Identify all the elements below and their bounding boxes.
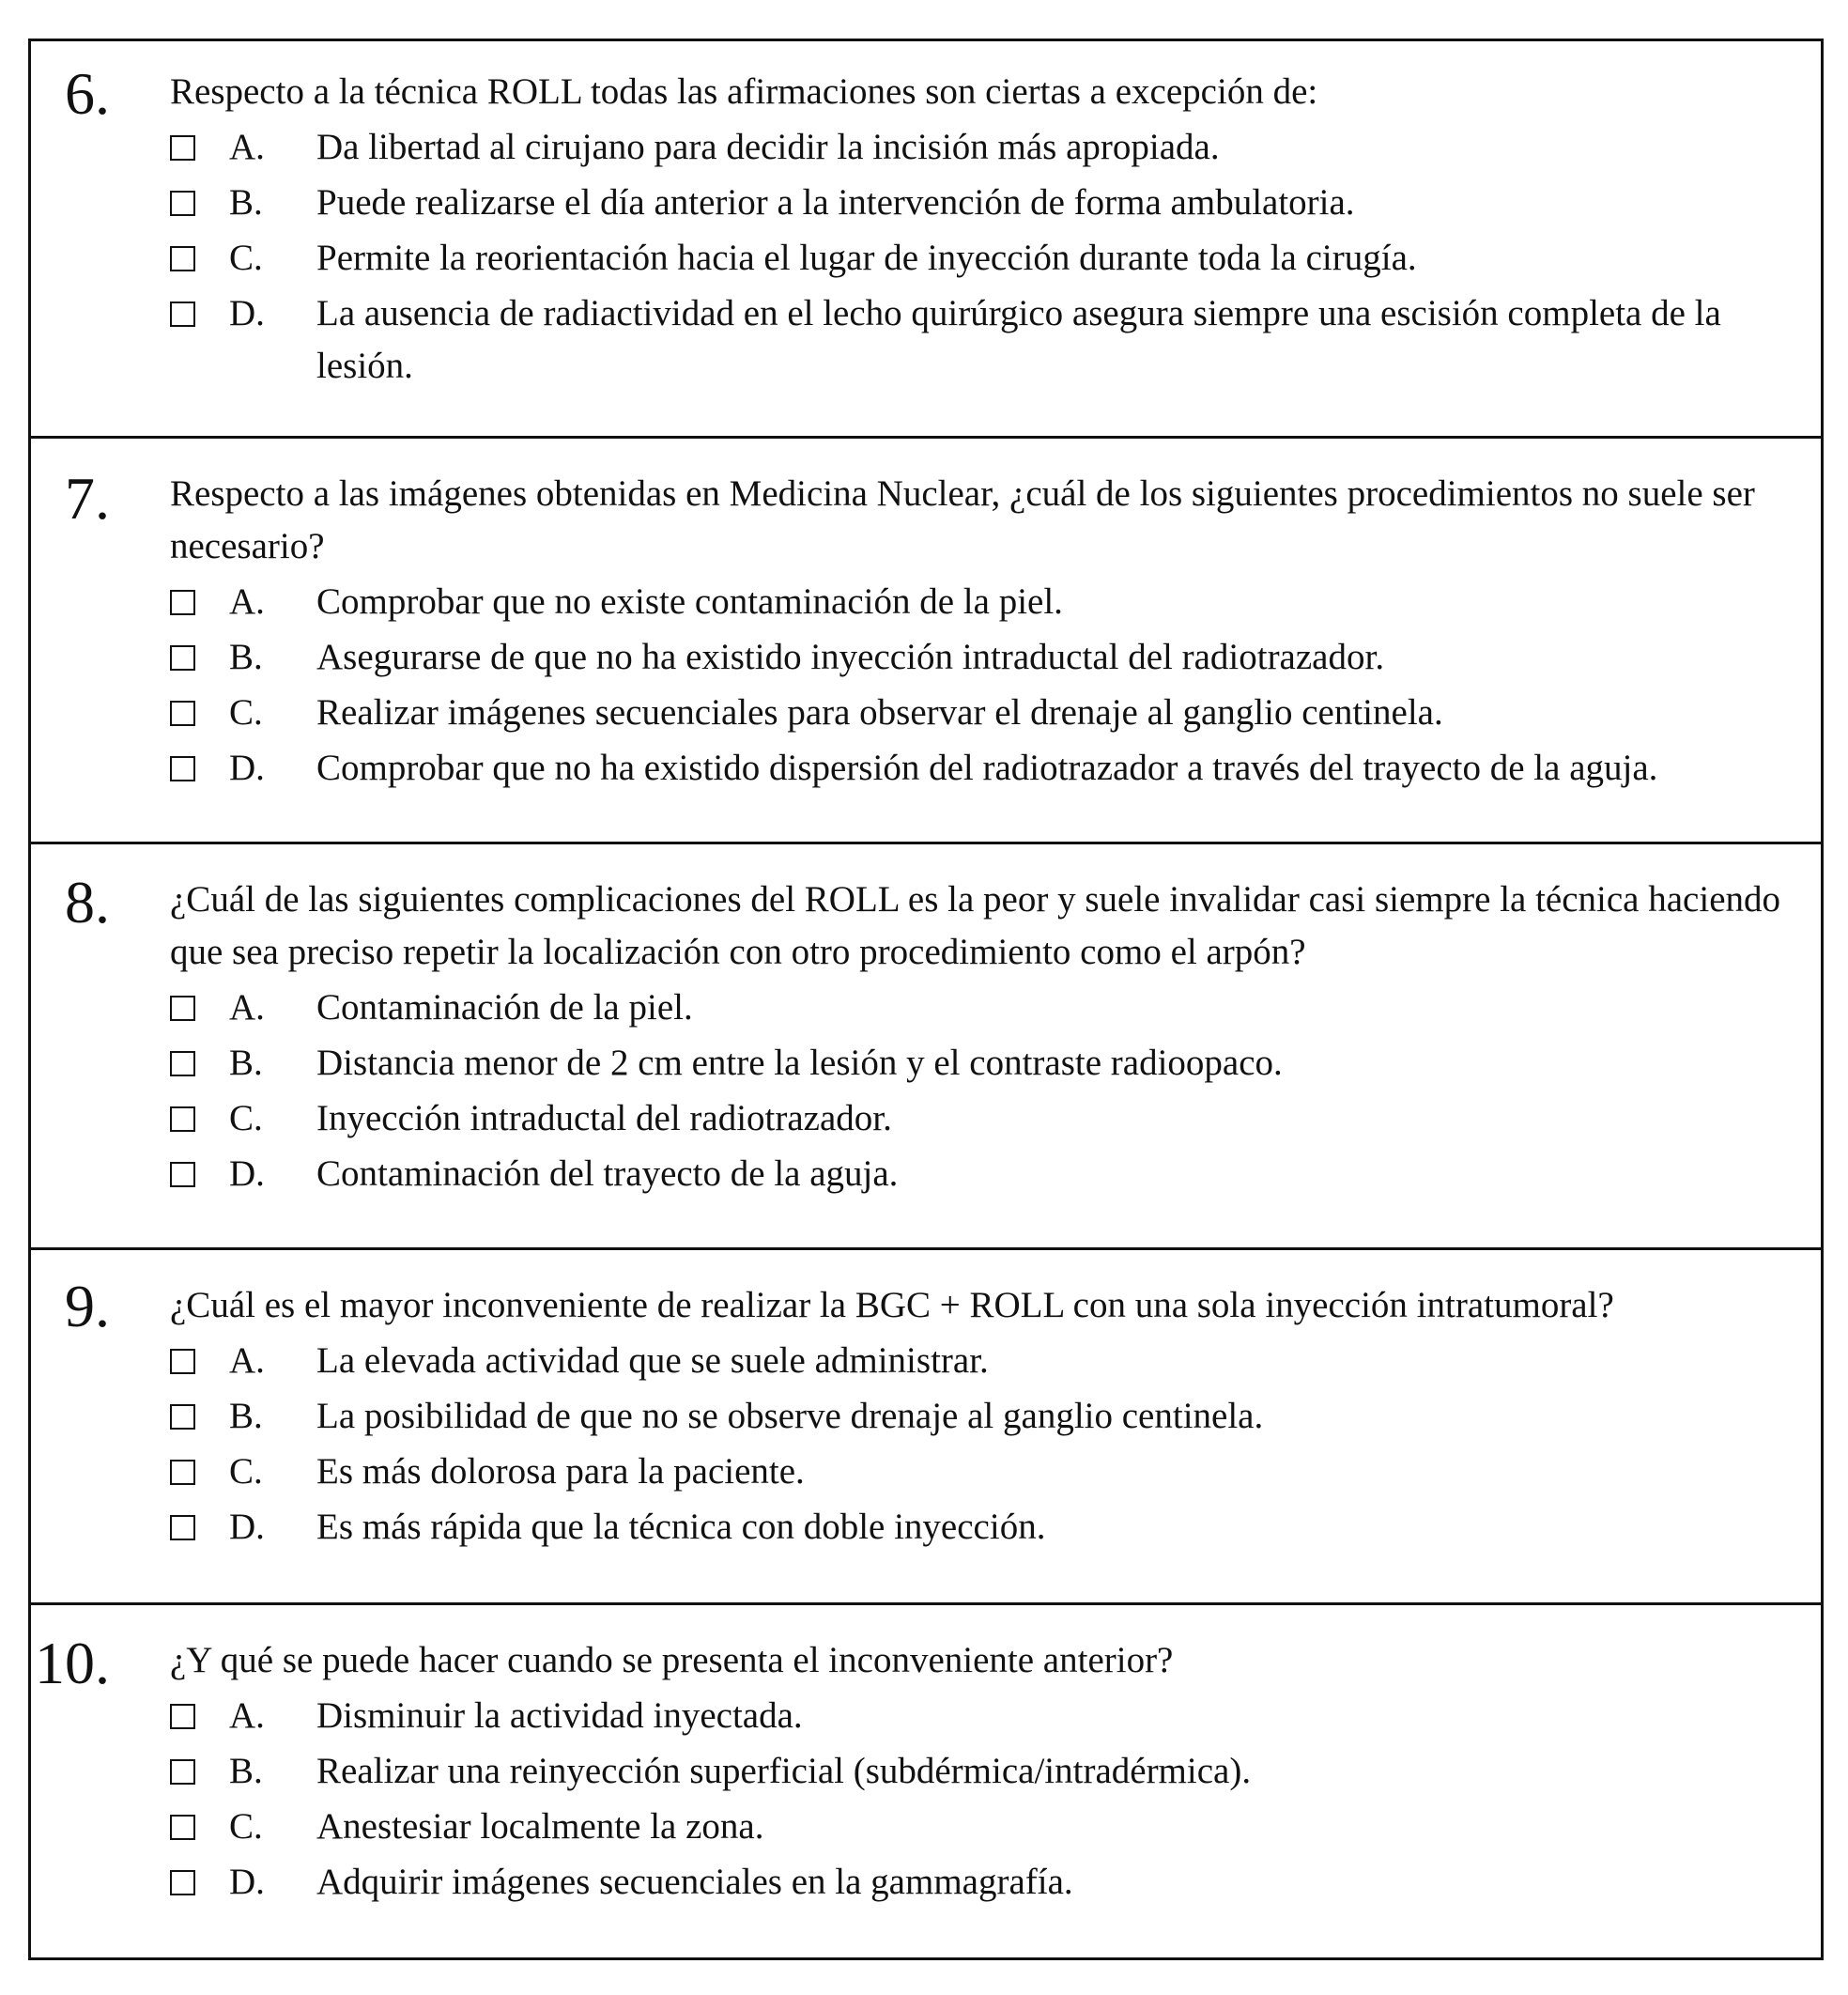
- checkbox-b[interactable]: [170, 645, 195, 671]
- option-d[interactable]: [170, 1501, 1824, 1554]
- option-text: La elevada actividad que se suele administrar.: [316, 1340, 989, 1381]
- option-letter: D.: [229, 748, 265, 788]
- option-letter: D.: [229, 1153, 265, 1194]
- checkbox-d[interactable]: [170, 1515, 195, 1540]
- option-b[interactable]: [170, 1745, 1824, 1798]
- option-letter: B.: [229, 1751, 263, 1791]
- option-letter: B.: [229, 637, 263, 677]
- checkbox-c[interactable]: [170, 1815, 195, 1840]
- option-text: Disminuir la actividad inyectada.: [316, 1695, 803, 1736]
- question-text: ¿Cuál de las siguientes complicaciones del ROLL es la peor y suele invalidar casi siempre la técnica haciendo que sea preciso repetir la localización con otro procedimiento como el arpón?: [170, 879, 1781, 972]
- option-text: La posibilidad de que no se observe drenaje al ganglio centinela.: [316, 1396, 1264, 1436]
- checkbox-b[interactable]: [170, 1051, 195, 1076]
- option-letter: C.: [229, 692, 263, 733]
- option-a[interactable]: [170, 1335, 1824, 1387]
- option-letter: D.: [229, 1507, 265, 1547]
- checkbox-d[interactable]: [170, 756, 195, 781]
- option-list: [31, 1335, 1821, 1554]
- option-letter: C.: [229, 1451, 263, 1492]
- option-text: Puede realizarse el día anterior a la intervención de forma ambulatoria.: [316, 182, 1355, 223]
- option-text: Adquirir imágenes secuenciales en la gammagrafía.: [316, 1862, 1073, 1902]
- checkbox-a[interactable]: [170, 135, 195, 161]
- option-c[interactable]: [170, 1801, 1824, 1853]
- option-a[interactable]: [170, 982, 1824, 1034]
- option-text: Distancia menor de 2 cm entre la lesión y el contraste radioopaco.: [316, 1043, 1283, 1083]
- option-d[interactable]: [170, 1856, 1824, 1909]
- checkbox-c[interactable]: [170, 701, 195, 726]
- option-text: Contaminación del trayecto de la aguja.: [316, 1153, 899, 1194]
- option-letter: C.: [229, 1806, 263, 1847]
- question-8: [31, 844, 1821, 1250]
- option-b[interactable]: [170, 177, 1824, 229]
- option-text: Inyección intraductal del radiotrazador.: [316, 1098, 892, 1138]
- question-number: 6.: [65, 60, 110, 127]
- option-text: Comprobar que no existe contaminación de la piel.: [316, 581, 1063, 622]
- option-letter: B.: [229, 182, 263, 223]
- option-letter: C.: [229, 238, 263, 278]
- option-text: Realizar una reinyección superficial (subdérmica/intradérmica).: [316, 1751, 1252, 1791]
- option-c[interactable]: [170, 232, 1824, 285]
- checkbox-a[interactable]: [170, 1704, 195, 1729]
- question-number: 10.: [35, 1630, 110, 1696]
- question-9: [31, 1250, 1821, 1605]
- checkbox-d[interactable]: [170, 1162, 195, 1187]
- question-number: 7.: [65, 465, 110, 532]
- option-list: [31, 1690, 1821, 1909]
- option-letter: A.: [229, 1695, 265, 1736]
- option-text: Comprobar que no ha existido dispersión del radiotrazador a través del trayecto de la aguja.: [316, 748, 1658, 788]
- option-d[interactable]: [170, 287, 1824, 393]
- option-list: [31, 121, 1821, 393]
- quiz-container: [28, 39, 1824, 1960]
- option-b[interactable]: [170, 631, 1824, 684]
- checkbox-b[interactable]: [170, 191, 195, 216]
- checkbox-a[interactable]: [170, 1349, 195, 1374]
- question-10: [31, 1605, 1821, 1957]
- option-letter: D.: [229, 1862, 265, 1902]
- question-6: [31, 41, 1821, 439]
- checkbox-c[interactable]: [170, 246, 195, 271]
- option-d[interactable]: [170, 1148, 1824, 1200]
- option-letter: A.: [229, 581, 265, 622]
- option-list: [31, 576, 1821, 795]
- option-a[interactable]: [170, 121, 1824, 174]
- option-a[interactable]: [170, 576, 1824, 628]
- checkbox-c[interactable]: [170, 1106, 195, 1132]
- option-c[interactable]: [170, 1446, 1824, 1498]
- option-letter: A.: [229, 987, 265, 1028]
- question-text: Respecto a la técnica ROLL todas las afirmaciones son ciertas a excepción de:: [170, 71, 1318, 112]
- question-text: Respecto a las imágenes obtenidas en Medicina Nuclear, ¿cuál de los siguientes procedimientos no suele ser necesario?: [170, 473, 1755, 566]
- checkbox-a[interactable]: [170, 590, 195, 615]
- option-text: Contaminación de la piel.: [316, 987, 693, 1028]
- checkbox-d[interactable]: [170, 302, 195, 327]
- question-text: ¿Cuál es el mayor inconveniente de realizar la BGC + ROLL con una sola inyección intratumoral?: [170, 1285, 1614, 1325]
- option-letter: C.: [229, 1098, 263, 1138]
- option-text: Es más rápida que la técnica con doble inyección.: [316, 1507, 1046, 1547]
- question-number: 8.: [65, 869, 110, 936]
- option-list: [31, 982, 1821, 1200]
- option-letter: D.: [229, 293, 265, 333]
- option-letter: B.: [229, 1396, 263, 1436]
- checkbox-c[interactable]: [170, 1460, 195, 1485]
- option-d[interactable]: [170, 742, 1824, 795]
- option-b[interactable]: [170, 1390, 1824, 1443]
- checkbox-a[interactable]: [170, 996, 195, 1021]
- option-text: Da libertad al cirujano para decidir la incisión más apropiada.: [316, 127, 1220, 167]
- option-letter: A.: [229, 1340, 265, 1381]
- option-text: Es más dolorosa para la paciente.: [316, 1451, 805, 1492]
- checkbox-b[interactable]: [170, 1404, 195, 1430]
- option-b[interactable]: [170, 1037, 1824, 1090]
- option-text: Asegurarse de que no ha existido inyección intraductal del radiotrazador.: [316, 637, 1385, 677]
- option-text: La ausencia de radiactividad en el lecho quirúrgico asegura siempre una escisión completa de la lesión.: [316, 293, 1721, 386]
- option-c[interactable]: [170, 1092, 1824, 1145]
- question-number: 9.: [65, 1273, 110, 1339]
- option-letter: A.: [229, 127, 265, 167]
- option-letter: B.: [229, 1043, 263, 1083]
- checkbox-d[interactable]: [170, 1870, 195, 1895]
- option-text: Anestesiar localmente la zona.: [316, 1806, 764, 1847]
- question-7: [31, 439, 1821, 844]
- option-a[interactable]: [170, 1690, 1824, 1742]
- option-c[interactable]: [170, 687, 1824, 739]
- option-text: Realizar imágenes secuenciales para observar el drenaje al ganglio centinela.: [316, 692, 1443, 733]
- option-text: Permite la reorientación hacia el lugar de inyección durante toda la cirugía.: [316, 238, 1417, 278]
- checkbox-b[interactable]: [170, 1759, 195, 1785]
- question-text: ¿Y qué se puede hacer cuando se presenta el inconveniente anterior?: [170, 1640, 1174, 1680]
